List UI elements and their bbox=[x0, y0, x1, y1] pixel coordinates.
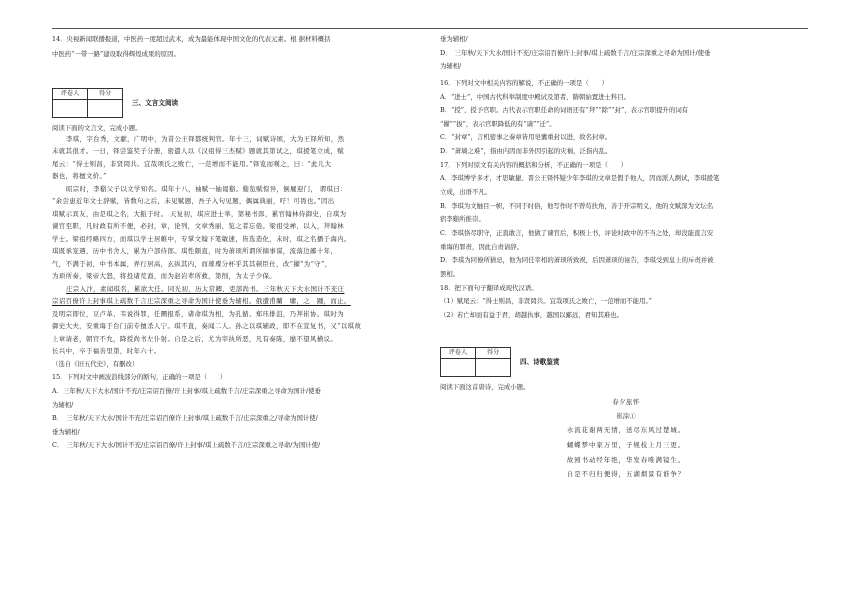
poem-line: 自是不归归便得，五湖烟景有谁争？ bbox=[566, 470, 686, 479]
q15-option-a-cont: 为辅相/ bbox=[52, 400, 74, 409]
passage-line: 琪既承宠遇，历中书舍人，累为户部侍郎。琪性颇直，时为萧顼所谓所摘事谋，流落边鄙十年， bbox=[52, 247, 338, 256]
passage-line: 琪赋示宾友，由是琪之名，大振于时。 天复初，琪应进士举，第秘书郎，累官翰林侍御史，自琪为 bbox=[52, 209, 347, 218]
instructions: 阅读下面这首唐诗，完成小题。 bbox=[440, 383, 530, 392]
passage-line: 未就其很才。一日，铎尝鉴奖子分册，密遣人以《汉祖得三杰赋》题就其第试之，琪援笔立成，赋 bbox=[52, 147, 344, 156]
q14-line-1: 14．央视新闻联播报道，中医药一度超过武术，成为最能体现中国文化的代表元素。根 据材料概括 bbox=[52, 35, 331, 43]
q15-option-d[interactable]: D． 三年秋/天下大水/国计不充/庄宗诏百僚许上封事/琪上疏数千言/庄宗深重之寻命为国计/使垂 bbox=[440, 48, 711, 57]
passage-line: 器也，将擅文价。” bbox=[52, 172, 107, 181]
poem-line: 故园书动经年绝，华发春唯满镜生。 bbox=[566, 455, 686, 464]
q15-option-b[interactable]: B． 三年秋/天下大水/国计不充/庄宗诏百僚许上封事/琪上疏数千言/庄宗深重之/寻命为国计使/ bbox=[52, 414, 318, 423]
passage-line: 宗诏百僚许上封事琪上疏数千言庄宗深重之寻命为国计使垂为辅相。俄遭甫蘭 墉，之 踵，而止。 bbox=[52, 297, 351, 306]
grader-header: 评卷人 bbox=[53, 89, 88, 100]
q15-option-d-cont: 为辅相/ bbox=[440, 62, 462, 71]
q17-option-d-cont: 罢相。 bbox=[440, 269, 460, 278]
q18-stem: 18．把下面句子翻译成现代汉语。 bbox=[440, 283, 538, 292]
q18-sentence-2: （2）若亡却而有益于君，胡越执事，越国以鄙远，君知其难也。 bbox=[440, 310, 624, 319]
passage-line: 昭宗时，李谿父子以文学知名。琪年十八，袖赋一轴谒谿。谿览赋惊异，倒屣迎门， 谓琪曰： bbox=[66, 184, 347, 193]
poem-title: 春夕旅怀 bbox=[612, 398, 640, 407]
q15-option-c-cont: 垂为辅相/ bbox=[440, 35, 468, 43]
q17-option-b[interactable]: B．李琪为文触目一帜，不同于时俗，他写作时不曾苟扶角，善于开宗明义，他的文赋深为文坛名 bbox=[440, 201, 714, 210]
q16-stem: 16．下列对文中相关内容的解说，不正确的一项是（ ） bbox=[440, 78, 608, 87]
q17-option-c-cont: 重诲的罪责，因此自责请辞。 bbox=[440, 242, 524, 251]
grader-cell[interactable] bbox=[441, 359, 476, 377]
passage-line: 学士。梁祖经略四方，而琪以学士居帷中，专掌文翰下笔敏速，皆选造化，未时，琪之名播于海内。 bbox=[52, 234, 351, 243]
passage-line: 谏官至职，凡时政有所不便，必封，章，论列，文章秀丽，览之者忘倦。梁祖受禅，以入，拜翰林 bbox=[52, 222, 344, 231]
passage-line: 庄宗入汴，素闻琪名，累欲大任。同光初，历太常卿、吏部尚书。三年秋天下大水国计不充庄 bbox=[66, 284, 345, 293]
passage-line: 及明宗即位，豆卢革、韦说得罪，任圜报系，诸命琪为相，为孔循、郑珏排沮，乃拜崔协。琪时为 bbox=[52, 309, 344, 318]
passage-line: 御史大夫，安重诲于台门前专擅杀人宁。琪不直，奏闻二人。孙之以琪辅政，即不在宣复书，又“以琪故 bbox=[52, 322, 362, 331]
score-table bbox=[440, 347, 511, 377]
q17-option-a-cont: 立成，出语不凡。 bbox=[440, 188, 492, 197]
q16-option-d[interactable]: D．“萧墙之难”，指由内因而非外因引起的灾祸，泛指内乱。 bbox=[440, 147, 612, 156]
score-table bbox=[52, 88, 123, 118]
passage-line: 为顼所奏，梁帝大怒，将投诸荒裔，而为赵岩辈所救，第削，为太子少保。 bbox=[52, 272, 277, 281]
passage-line: 上章请老，朝官不允，降授尚书左仆射。自是之后，尤为宰执所恶，凡有奏陈，靡不望风横议。 bbox=[52, 334, 338, 343]
poem-line: 水流花谢两无情，送尽东风过楚城。 bbox=[566, 426, 686, 435]
q16-option-a[interactable]: A．“进士”，中国古代科举制度中殿试及第者，隋朝始置进士科目。 bbox=[440, 92, 631, 101]
score-block-section4 bbox=[440, 347, 812, 377]
score-header: 得分 bbox=[88, 89, 123, 100]
source-note: （选自《旧五代史》，有删改） bbox=[52, 359, 139, 368]
score-header: 得分 bbox=[476, 348, 511, 359]
passage-line: “余尝患近年文士辞赋，皆数句之后，未见赋题，吾子入句见题，偶属典丽，吁！可畏也。”因出 bbox=[52, 197, 335, 206]
q17-stem: 17．下列对原文有关内容的概括和分析，不正确的一项是（ ） bbox=[440, 160, 628, 169]
q16-option-c[interactable]: C．“封章”，言机密事之奏章皆用皂囊重封以进，故名封章。 bbox=[440, 133, 612, 142]
header-rule bbox=[52, 28, 808, 29]
section-title: 四、诗歌鉴赏 bbox=[520, 358, 560, 366]
section-title: 三、文言文阅读 bbox=[132, 98, 179, 107]
passage-line: 李琪，字台秀，文献，广明中，为昔公王铎都统判官。年十三，词赋诗颂，大为王铎所知，然 bbox=[66, 134, 345, 143]
score-cell[interactable] bbox=[88, 100, 123, 118]
instructions: 阅读下面的文言文，完成小题。 bbox=[52, 124, 142, 133]
left-column bbox=[52, 35, 424, 450]
poem-author: 崔涂① bbox=[616, 411, 636, 420]
passage-line: 尾云：“得士则昌，非贤罔共。宜哉项氏之败亡，一范增而不能用。”铎览而嘆之，曰：“此儿大 bbox=[52, 159, 332, 168]
q15-option-b-cont: 垂为辅相/ bbox=[52, 427, 80, 436]
poem-line: 蝴蝶梦中家万里，子规枝上月三更。 bbox=[566, 441, 686, 450]
score-cell[interactable] bbox=[476, 359, 511, 377]
q16-option-b-cont: “擢”“拔”，表示官职降低的有“谪”“迁”。 bbox=[440, 119, 556, 128]
q16-option-b[interactable]: B．“授”，授予官职。古代表示官职任命的词语还有“拜”“除”“封”，表示官职提升的词有 bbox=[440, 106, 689, 115]
q17-option-b-cont: 宿李谿所推崇。 bbox=[440, 215, 485, 224]
q17-option-c[interactable]: C．李琪恪尽职守，正直敢言，他做了谏官后，积极上书，评论时政中的不当之处，却没能直言安 bbox=[440, 228, 714, 237]
q15-option-c[interactable]: C． 三年秋/天下大水/国计不充/庄宗诏百僚/许上封事/琪上疏数千言/庄宗深重之寻命/为国计使/ bbox=[52, 441, 321, 450]
right-column bbox=[440, 35, 812, 479]
grader-cell[interactable] bbox=[53, 100, 88, 118]
q15-option-a[interactable]: A．三年秋/天下大水/国计不充/庄宗诏百僚/许上封事/琪上疏数千言/庄宗深重之寻命为国计/使垂 bbox=[52, 386, 321, 395]
passage-line: 长兴中，卒于福善里第，时年六十。 bbox=[52, 347, 161, 356]
q17-option-d[interactable]: D．李琪为同僚所猜忌，他为同任宰相的萧顼所致祝，后因萧顼的诬告，李琪受到皇上的斥责并被 bbox=[440, 256, 714, 265]
score-block-section3 bbox=[52, 88, 424, 118]
q17-option-a[interactable]: A．李琪博学多才，才思敏捷。晋公王铎怀疑少年李琪的文章是假手他人，因而派人测试，李琪援笔 bbox=[440, 174, 720, 183]
grader-header: 评卷人 bbox=[441, 348, 476, 359]
passage-line: 气，不满于初，中书本属，弄行居高，玄纵其内，而璀璨分杯乎其其顿臣仕，改“擢”为“守”， bbox=[52, 259, 332, 268]
q15-stem: 15．下列对文中画波浪线部分的断句，正确的一项是（ ） bbox=[52, 373, 227, 382]
classical-passage bbox=[52, 133, 424, 358]
q14-line-2: 中医药“一带一路”建设取得辉煌成果的原因。 bbox=[52, 49, 180, 58]
q18-sentence-1: （1）赋尾云：“得士则昌，非贤罔共。宜哉项氏之败亡，一范增而不能用。” bbox=[440, 297, 652, 306]
